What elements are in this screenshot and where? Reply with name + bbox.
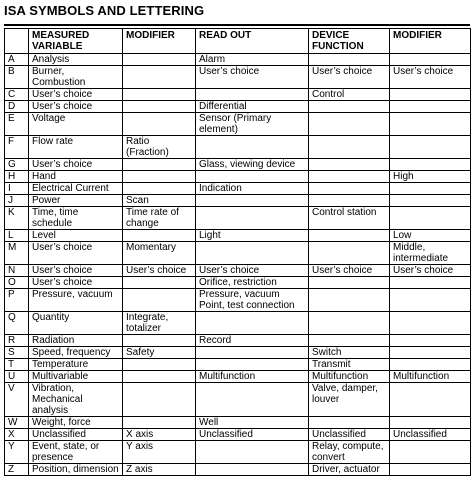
device-function-cell: Driver, actuator: [309, 464, 390, 476]
succeeding-modifier-cell: [390, 417, 471, 429]
succeeding-modifier-cell: [390, 335, 471, 347]
modifier-cell: Y axis: [123, 441, 196, 464]
table-row: [5, 113, 471, 136]
succeeding-modifier-cell: [390, 183, 471, 195]
read-out-cell: Alarm: [196, 54, 309, 66]
device-function-cell: [309, 183, 390, 195]
device-function-cell: User’s choice: [309, 66, 390, 89]
letter-cell: F: [5, 136, 29, 159]
measured-variable-cell: Speed, frequency: [29, 347, 123, 359]
table-row: [5, 371, 471, 383]
letter-cell: C: [5, 89, 29, 101]
table-row: [5, 242, 471, 265]
measured-variable-cell: User’s choice: [29, 101, 123, 113]
succeeding-modifier-cell: Multifunction: [390, 371, 471, 383]
letter-cell: Q: [5, 312, 29, 335]
read-out-cell: User’s choice: [196, 66, 309, 89]
table-row: [5, 383, 471, 417]
modifier-cell: [123, 359, 196, 371]
read-out-cell: Pressure, vacuum Point, test connection: [196, 289, 309, 312]
table-row: [5, 464, 471, 476]
modifier-cell: X axis: [123, 429, 196, 441]
letter-cell: A: [5, 54, 29, 66]
modifier-cell: [123, 183, 196, 195]
letter-cell: W: [5, 417, 29, 429]
letter-cell: K: [5, 207, 29, 230]
table-row: [5, 159, 471, 171]
letter-cell: P: [5, 289, 29, 312]
device-function-cell: [309, 289, 390, 312]
succeeding-modifier-cell: [390, 159, 471, 171]
modifier-cell: [123, 371, 196, 383]
header-measured-variable: MEASURED VARIABLE: [29, 29, 123, 54]
measured-variable-cell: Event, state, or presence: [29, 441, 123, 464]
modifier-cell: User’s choice: [123, 265, 196, 277]
device-function-cell: [309, 159, 390, 171]
succeeding-modifier-cell: [390, 136, 471, 159]
measured-variable-cell: Pressure, vacuum: [29, 289, 123, 312]
read-out-cell: Unclassified: [196, 429, 309, 441]
modifier-cell: Safety: [123, 347, 196, 359]
device-function-cell: [309, 113, 390, 136]
table-header: [5, 29, 471, 54]
measured-variable-cell: Voltage: [29, 113, 123, 136]
letter-cell: V: [5, 383, 29, 417]
header-letter: [5, 29, 29, 54]
letter-cell: N: [5, 265, 29, 277]
table-row: [5, 347, 471, 359]
read-out-cell: Well: [196, 417, 309, 429]
table-row: [5, 429, 471, 441]
device-function-cell: [309, 171, 390, 183]
read-out-cell: [196, 242, 309, 265]
succeeding-modifier-cell: [390, 441, 471, 464]
modifier-cell: [123, 383, 196, 417]
read-out-cell: Differential: [196, 101, 309, 113]
device-function-cell: [309, 54, 390, 66]
device-function-cell: Switch: [309, 347, 390, 359]
device-function-cell: User’s choice: [309, 265, 390, 277]
device-function-cell: [309, 335, 390, 347]
letter-cell: I: [5, 183, 29, 195]
header-modifier-1: MODIFIER: [123, 29, 196, 54]
succeeding-modifier-cell: [390, 113, 471, 136]
succeeding-modifier-cell: [390, 54, 471, 66]
measured-variable-cell: Radiation: [29, 335, 123, 347]
letter-cell: H: [5, 171, 29, 183]
modifier-cell: [123, 230, 196, 242]
modifier-cell: Scan: [123, 195, 196, 207]
table-row: [5, 171, 471, 183]
measured-variable-cell: Vibration, Mechanical analysis: [29, 383, 123, 417]
measured-variable-cell: User’s choice: [29, 242, 123, 265]
measured-variable-cell: Burner, Combustion: [29, 66, 123, 89]
modifier-cell: [123, 89, 196, 101]
table-row: [5, 207, 471, 230]
measured-variable-cell: User’s choice: [29, 265, 123, 277]
device-function-cell: Control: [309, 89, 390, 101]
succeeding-modifier-cell: [390, 277, 471, 289]
measured-variable-cell: Multivariable: [29, 371, 123, 383]
table-row: [5, 289, 471, 312]
letter-cell: U: [5, 371, 29, 383]
read-out-cell: Indication: [196, 183, 309, 195]
succeeding-modifier-cell: [390, 289, 471, 312]
letter-cell: T: [5, 359, 29, 371]
table-row: [5, 230, 471, 242]
succeeding-modifier-cell: [390, 207, 471, 230]
modifier-cell: [123, 335, 196, 347]
read-out-cell: [196, 359, 309, 371]
succeeding-modifier-cell: [390, 312, 471, 335]
succeeding-modifier-cell: Middle, intermediate: [390, 242, 471, 265]
measured-variable-cell: Quantity: [29, 312, 123, 335]
letter-cell: B: [5, 66, 29, 89]
device-function-cell: [309, 136, 390, 159]
modifier-cell: [123, 159, 196, 171]
measured-variable-cell: User’s choice: [29, 159, 123, 171]
read-out-cell: User’s choice: [196, 265, 309, 277]
read-out-cell: Record: [196, 335, 309, 347]
device-function-cell: Unclassified: [309, 429, 390, 441]
succeeding-modifier-cell: Unclassified: [390, 429, 471, 441]
device-function-cell: [309, 242, 390, 265]
modifier-cell: [123, 417, 196, 429]
table-row: [5, 66, 471, 89]
header-row: [5, 29, 471, 54]
device-function-cell: [309, 195, 390, 207]
modifier-cell: [123, 289, 196, 312]
succeeding-modifier-cell: [390, 383, 471, 417]
read-out-cell: Sensor (Primary element): [196, 113, 309, 136]
letter-cell: D: [5, 101, 29, 113]
letter-cell: O: [5, 277, 29, 289]
letter-cell: G: [5, 159, 29, 171]
measured-variable-cell: Electrical Current: [29, 183, 123, 195]
device-function-cell: [309, 101, 390, 113]
modifier-cell: Time rate of change: [123, 207, 196, 230]
read-out-cell: [196, 312, 309, 335]
read-out-cell: [196, 89, 309, 101]
modifier-cell: [123, 171, 196, 183]
measured-variable-cell: Weight, force: [29, 417, 123, 429]
table-row: [5, 265, 471, 277]
letter-cell: M: [5, 242, 29, 265]
letter-cell: X: [5, 429, 29, 441]
read-out-cell: [196, 441, 309, 464]
table-row: [5, 335, 471, 347]
device-function-cell: Control station: [309, 207, 390, 230]
succeeding-modifier-cell: [390, 347, 471, 359]
device-function-cell: [309, 417, 390, 429]
read-out-cell: Light: [196, 230, 309, 242]
measured-variable-cell: User’s choice: [29, 89, 123, 101]
table-row: [5, 183, 471, 195]
succeeding-modifier-cell: Low: [390, 230, 471, 242]
modifier-cell: Z axis: [123, 464, 196, 476]
table-row: [5, 277, 471, 289]
modifier-cell: [123, 101, 196, 113]
letter-cell: J: [5, 195, 29, 207]
measured-variable-cell: Flow rate: [29, 136, 123, 159]
table-row: [5, 89, 471, 101]
letter-cell: R: [5, 335, 29, 347]
measured-variable-cell: Analysis: [29, 54, 123, 66]
succeeding-modifier-cell: [390, 464, 471, 476]
succeeding-modifier-cell: [390, 89, 471, 101]
read-out-cell: [196, 171, 309, 183]
table-row: [5, 136, 471, 159]
succeeding-modifier-cell: [390, 101, 471, 113]
modifier-cell: Momentary: [123, 242, 196, 265]
read-out-cell: [196, 464, 309, 476]
header-read-out: READ OUT: [196, 29, 309, 54]
table-row: [5, 101, 471, 113]
measured-variable-cell: Unclassified: [29, 429, 123, 441]
device-function-cell: [309, 230, 390, 242]
modifier-cell: [123, 277, 196, 289]
letter-cell: E: [5, 113, 29, 136]
measured-variable-cell: Power: [29, 195, 123, 207]
succeeding-modifier-cell: [390, 195, 471, 207]
succeeding-modifier-cell: User’s choice: [390, 265, 471, 277]
read-out-cell: [196, 136, 309, 159]
succeeding-modifier-cell: High: [390, 171, 471, 183]
header-modifier-2: MODIFIER: [390, 29, 471, 54]
title-rule: [4, 24, 470, 26]
table-row: [5, 54, 471, 66]
device-function-cell: Transmit: [309, 359, 390, 371]
measured-variable-cell: User’s choice: [29, 277, 123, 289]
table-body: [5, 54, 471, 476]
read-out-cell: Glass, viewing device: [196, 159, 309, 171]
table-row: [5, 195, 471, 207]
device-function-cell: Relay, compute, convert: [309, 441, 390, 464]
modifier-cell: Ratio (Fraction): [123, 136, 196, 159]
device-function-cell: Multifunction: [309, 371, 390, 383]
read-out-cell: [196, 207, 309, 230]
succeeding-modifier-cell: User’s choice: [390, 66, 471, 89]
device-function-cell: [309, 312, 390, 335]
document-title: ISA SYMBOLS AND LETTERING: [4, 3, 205, 18]
read-out-cell: [196, 383, 309, 417]
modifier-cell: [123, 113, 196, 136]
table-row: [5, 417, 471, 429]
modifier-cell: Integrate, totalizer: [123, 312, 196, 335]
measured-variable-cell: Time, time schedule: [29, 207, 123, 230]
read-out-cell: [196, 347, 309, 359]
read-out-cell: Multifunction: [196, 371, 309, 383]
measured-variable-cell: Position, dimension: [29, 464, 123, 476]
measured-variable-cell: Temperature: [29, 359, 123, 371]
table-row: [5, 312, 471, 335]
measured-variable-cell: Hand: [29, 171, 123, 183]
read-out-cell: Orifice, restriction: [196, 277, 309, 289]
letter-cell: S: [5, 347, 29, 359]
device-function-cell: [309, 277, 390, 289]
letter-cell: Y: [5, 441, 29, 464]
table-row: [5, 359, 471, 371]
header-device-function: DEVICE FUNCTION: [309, 29, 390, 54]
letter-cell: L: [5, 230, 29, 242]
table-row: [5, 441, 471, 464]
modifier-cell: [123, 54, 196, 66]
isa-lettering-table: [4, 28, 471, 476]
letter-cell: Z: [5, 464, 29, 476]
succeeding-modifier-cell: [390, 359, 471, 371]
device-function-cell: Valve, damper, louver: [309, 383, 390, 417]
measured-variable-cell: Level: [29, 230, 123, 242]
read-out-cell: [196, 195, 309, 207]
modifier-cell: [123, 66, 196, 89]
